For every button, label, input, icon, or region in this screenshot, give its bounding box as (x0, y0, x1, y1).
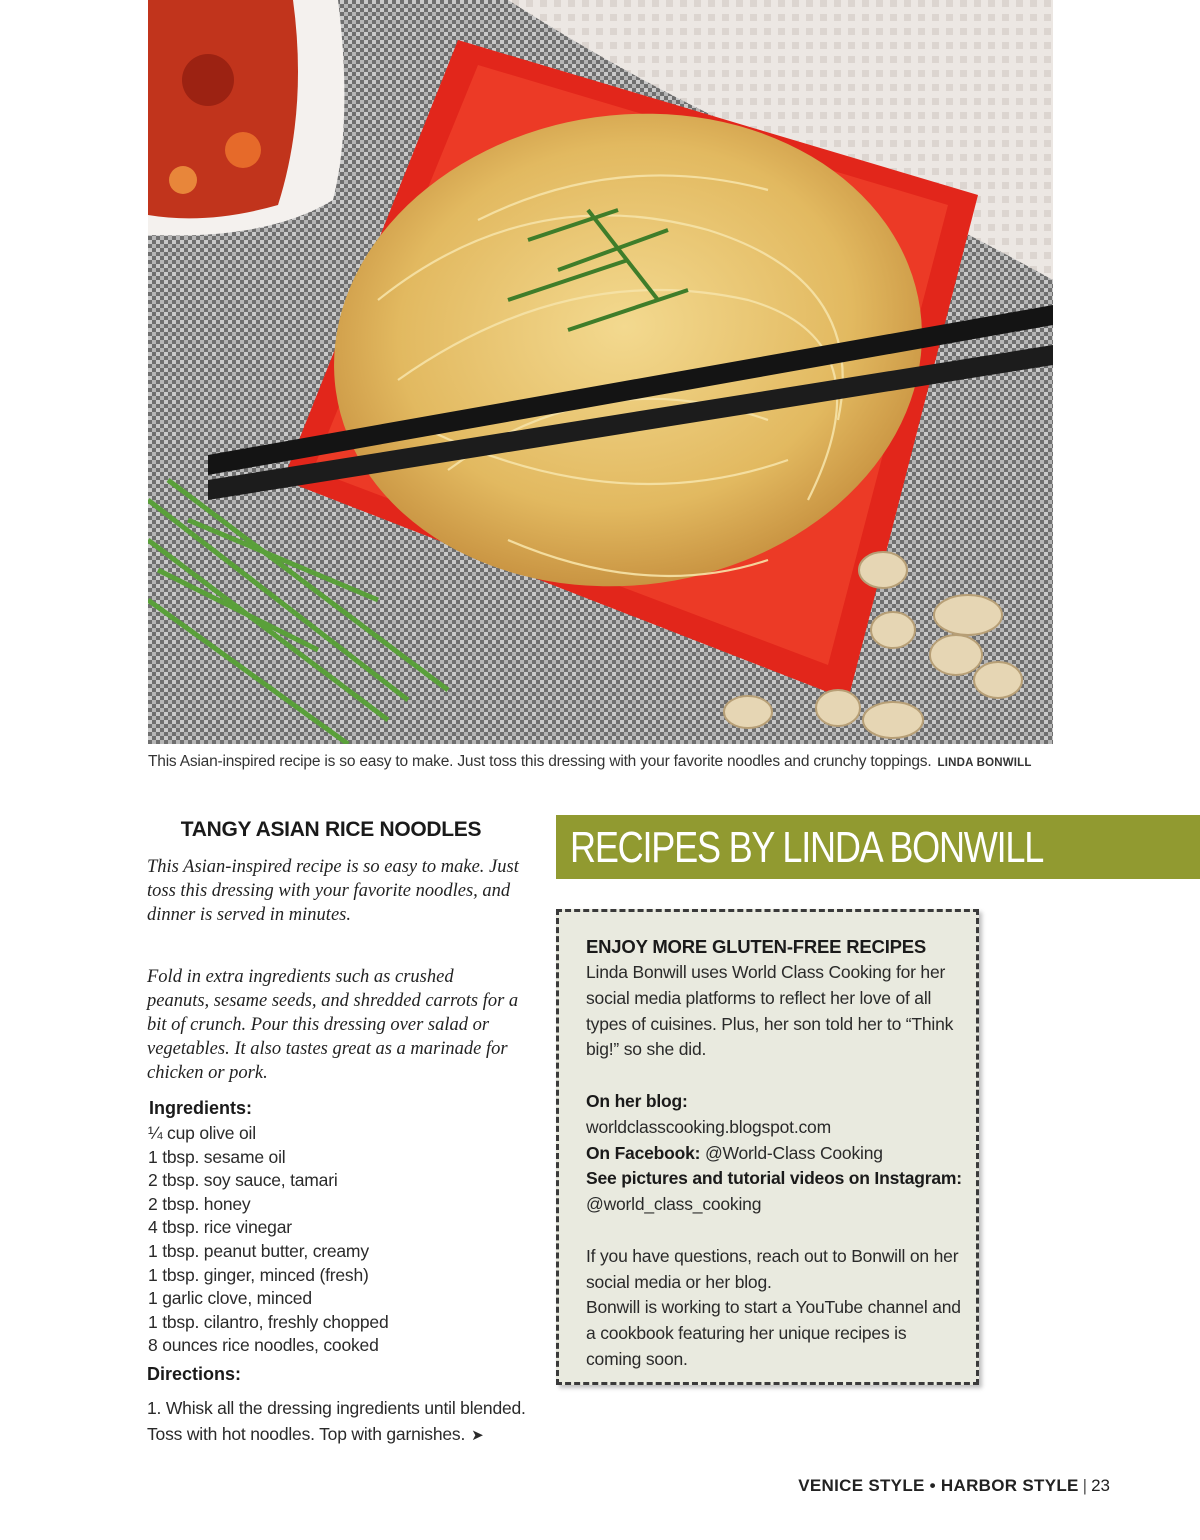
page-number: 23 (1091, 1476, 1110, 1495)
facebook-handle[interactable]: @World-Class Cooking (704, 1142, 883, 1163)
ingredient-item: 2 tbsp. soy sauce, tamari (148, 1170, 338, 1191)
sidebar-heading: ENJOY MORE GLUTEN-FREE RECIPES (586, 936, 927, 957)
ingredient-item: ¼ cup olive oil (148, 1123, 256, 1143)
recipe-photo (148, 0, 1053, 744)
ingredient-item: 1 tbsp. cilantro, freshly chopped (148, 1311, 389, 1332)
blog-label: On her blog: (586, 1090, 688, 1111)
ingredient-item: 1 tbsp. sesame oil (148, 1146, 286, 1167)
noodle-dish-illustration (148, 0, 1053, 744)
photo-caption (148, 753, 1148, 771)
ingredient-item: 1 tbsp. peanut butter, creamy (148, 1240, 369, 1261)
recipe-intro-1: This Asian-inspired recipe is so easy to make. Just toss this dressing with your favorite noodles, and dinner is served in minutes. (147, 857, 519, 925)
sidebar-youtube-note: Bonwill is working to start a YouTube channel and a cookbook featuring her unique recipes is coming soon. (586, 1297, 961, 1369)
ingredients-list (148, 1122, 389, 1358)
blog-link[interactable]: worldclasscooking.blogspot.com (586, 1116, 831, 1137)
ingredients-heading: Ingredients: (149, 1098, 253, 1118)
ingredient-item: 8 ounces rice noodles, cooked (148, 1335, 379, 1356)
facebook-label: On Facebook: (586, 1142, 701, 1163)
recipe-intro-2: Fold in extra ingredients such as crushed peanuts, sesame seeds, and shredded carrots for a bit of crunch. Pour this dressing over salad or vegetables. It also tastes great as a marinade for chicken or pork. (147, 967, 519, 1083)
recipe-title: TANGY ASIAN RICE NOODLES (180, 818, 482, 841)
sidebar-body: Linda Bonwill uses World Class Cooking for her social media platforms to reflect her love of all types of cuisines. Plus, her son told her to “Think big!” so she did. (586, 962, 954, 1060)
banner-title: RECIPES BY LINDA BONWILL (570, 823, 1044, 872)
ingredient-item: 1 garlic clove, minced (148, 1288, 312, 1309)
ingredient-item: 2 tbsp. honey (148, 1193, 251, 1214)
continue-arrow-icon: ➤ (471, 1427, 484, 1444)
ingredient-item: 1 tbsp. ginger, minced (fresh) (148, 1264, 369, 1285)
instagram-handle[interactable]: @world_class_cooking (586, 1194, 762, 1215)
directions-heading: Directions: (147, 1364, 242, 1384)
directions-text (147, 1395, 527, 1449)
caption-text: This Asian-inspired recipe is so easy to make. Just toss this dressing with your favorite noodles and crunchy toppings. (148, 753, 932, 770)
footer-separator: | (1082, 1476, 1088, 1495)
publication-name: VENICE STYLE • HARBOR STYLE (798, 1476, 1079, 1495)
sidebar-questions: If you have questions, reach out to Bonwill on her social media or her blog. (586, 1245, 959, 1292)
info-sidebar (556, 909, 979, 1385)
photo-credit: LINDA BONWILL (937, 757, 1032, 769)
ingredient-item: 4 tbsp. rice vinegar (148, 1217, 292, 1238)
instagram-label: See pictures and tutorial videos on Instagram: (586, 1168, 962, 1189)
directions-step: 1. Whisk all the dressing ingredients until blended. Toss with hot noodles. Top with garnishes. (147, 1398, 526, 1444)
page-footer (798, 1476, 1110, 1496)
section-banner (556, 815, 1200, 879)
